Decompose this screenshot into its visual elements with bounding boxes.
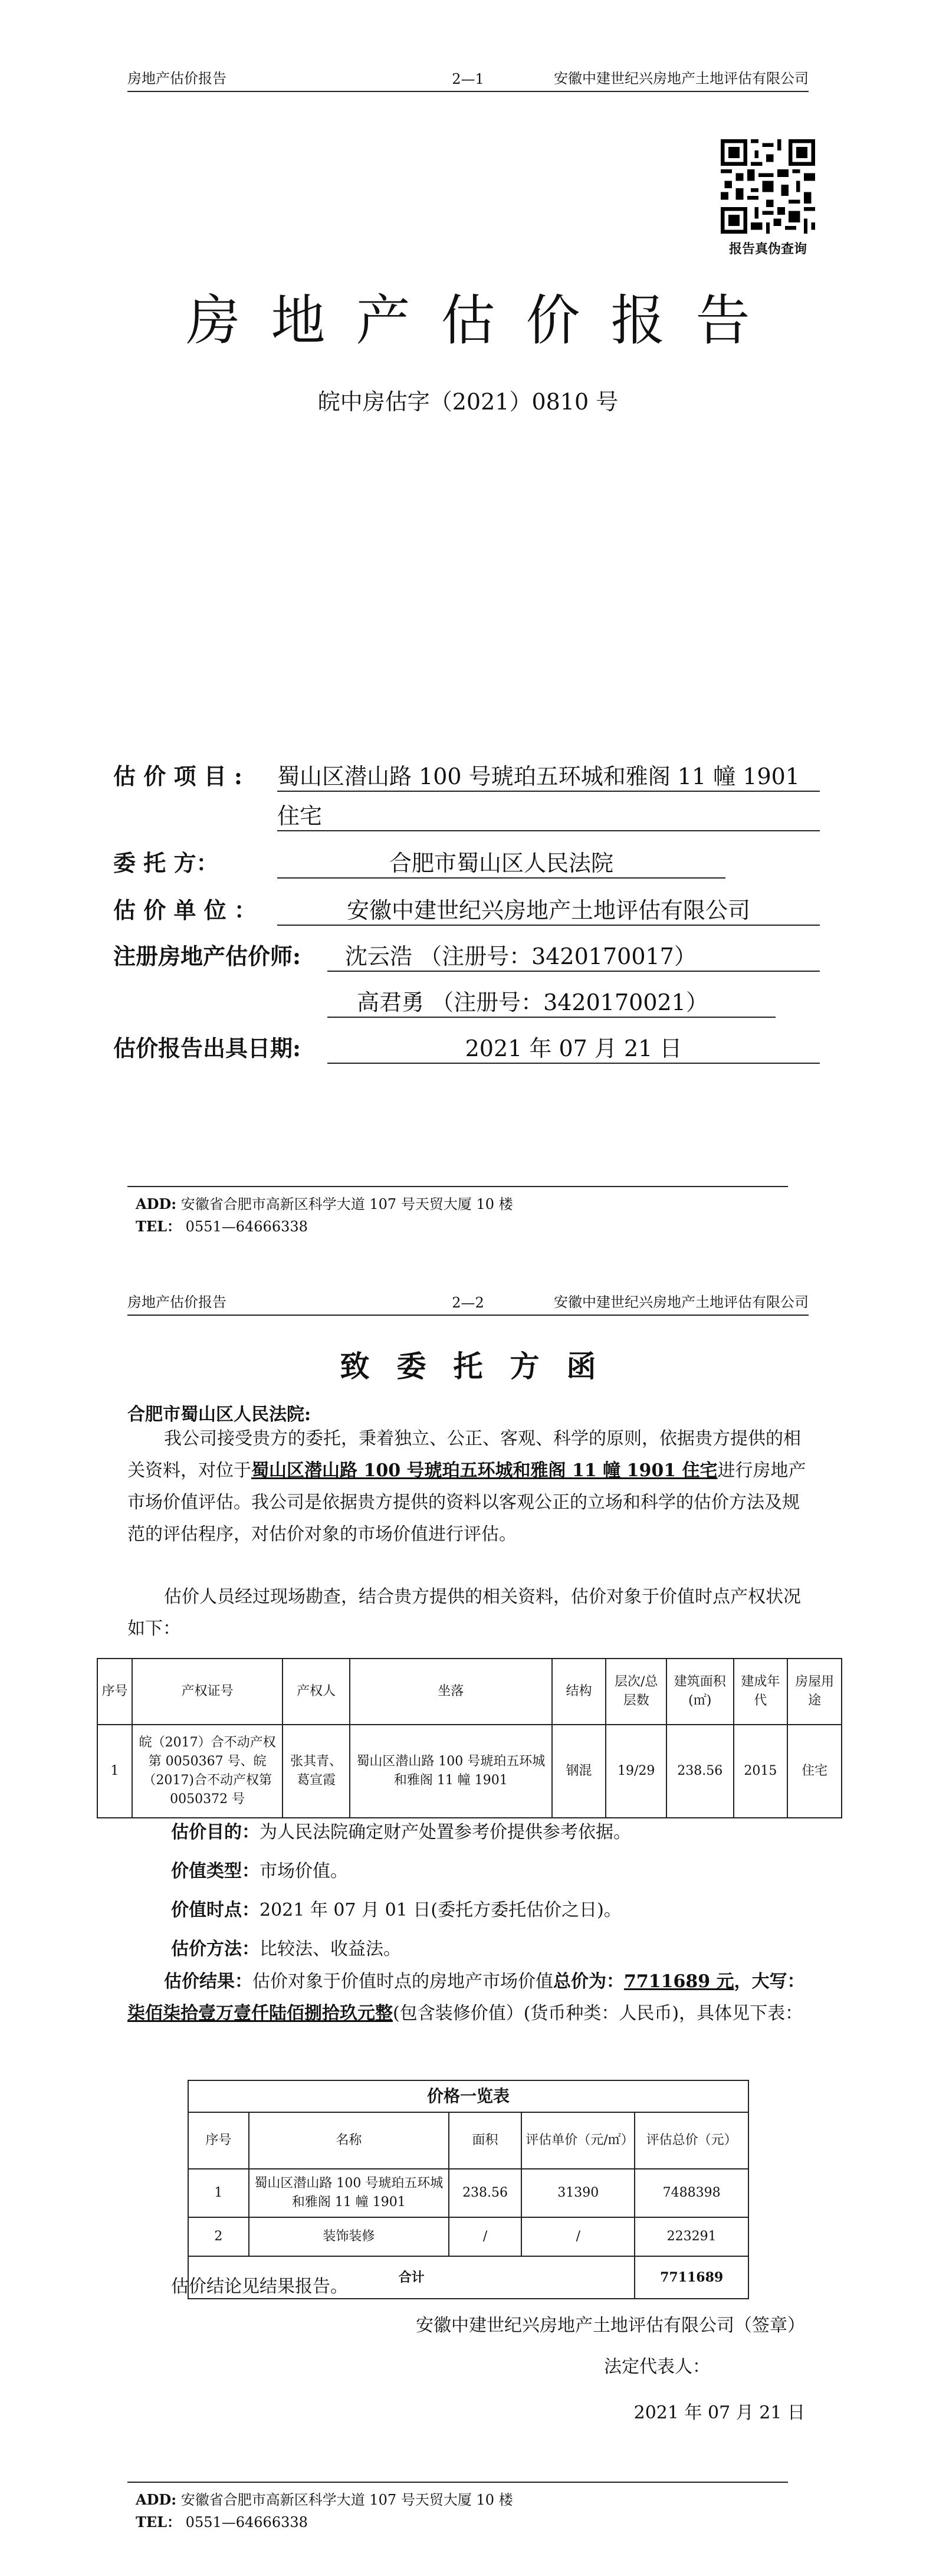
tel-text: 0551—64666338: [185, 1218, 308, 1235]
value-type-text: 市场价值。: [260, 1861, 348, 1882]
method-line: [171, 1934, 401, 1960]
date-label: 估价报告出具日期:: [113, 1035, 301, 1061]
page-header: [127, 70, 809, 92]
project-value-1: 蜀山区潜山路 100 号琥珀五环城和雅阁 11 幢 1901: [277, 758, 820, 792]
price-table: [188, 2080, 749, 2299]
addr-text: 安徽省合肥市高新区科学大道 107 号天贸大厦 10 楼: [180, 1196, 513, 1212]
client-label: 委 托 方：: [113, 850, 219, 876]
td-structure: 钢混: [552, 1725, 606, 1818]
th-unit-price: 评估单价（元/㎡）: [521, 2112, 635, 2169]
td-floor: 19/29: [606, 1725, 666, 1818]
td-year: 2015: [734, 1725, 788, 1818]
purpose-label: 估价目的：: [171, 1822, 260, 1843]
header-page-number: 2—2: [452, 1294, 484, 1311]
project-value-2: 住宅: [277, 798, 820, 831]
th-location: 坐落: [350, 1659, 552, 1725]
appraiser-label: 注册房地产估价师:: [113, 943, 301, 969]
purpose-line: [171, 1817, 631, 1843]
table-header-row: [97, 1659, 842, 1725]
company-signature: 安徽中建世纪兴房地产土地评估有限公司（签章）: [416, 2315, 805, 2336]
th-owner: 产权人: [283, 1659, 350, 1725]
td-name: 装饰装修: [249, 2217, 449, 2256]
result-amount: 7711689 元: [624, 1971, 734, 1992]
header-title: 房地产估价报告: [127, 70, 226, 87]
th-cert: 产权证号: [132, 1659, 283, 1725]
footer-divider: [127, 1186, 788, 1187]
appraiser-2: 高君勇 （注册号：3420170021）: [327, 984, 776, 1018]
document-number: 皖中房估字（2021）0810 号: [317, 389, 619, 415]
tel-text: 0551—64666338: [185, 2514, 308, 2531]
td-name: 蜀山区潜山路 100 号琥珀五环城和雅阁 11 幢 1901: [249, 2169, 449, 2217]
page-footer: [136, 2489, 513, 2534]
tel-label: TEL：: [136, 1218, 182, 1235]
result-upper: 柒佰柒拾壹万壹仟陆佰捌拾玖元整: [127, 2003, 393, 2024]
page-header: [127, 1293, 809, 1316]
value-time-label: 价值时点：: [171, 1900, 260, 1920]
tel-label: TEL：: [136, 2513, 182, 2531]
header-company: 安徽中建世纪兴房地产土地评估有限公司: [554, 1294, 809, 1310]
td-no: 2: [188, 2217, 249, 2256]
td-area: 238.56: [449, 2169, 521, 2217]
value-type-line: [171, 1856, 348, 1882]
th-year: 建成年代: [734, 1659, 788, 1725]
addr-text: 安徽省合肥市高新区科学大道 107 号天贸大厦 10 楼: [180, 2492, 513, 2508]
td-use: 住宅: [787, 1725, 842, 1818]
unit-label: 估 价 单 位 ：: [113, 897, 257, 923]
th-no: 序号: [188, 2112, 249, 2169]
appraiser-1: 沈云浩 （注册号：3420170017）: [327, 938, 820, 972]
page-footer: [136, 1193, 513, 1238]
unit-value: 安徽中建世纪兴房地产土地评估有限公司: [277, 892, 820, 926]
table-row: [97, 1725, 842, 1818]
intro-paragraph: [127, 1423, 815, 1551]
value-type-label: 价值类型：: [171, 1861, 260, 1882]
footer-divider: [127, 2482, 788, 2483]
td-owner: 张其青、葛宣霞: [283, 1725, 350, 1818]
th-structure: 结构: [552, 1659, 606, 1725]
addr-label: ADD:: [136, 1195, 177, 1212]
td-total-price: 223291: [635, 2217, 748, 2256]
letter-date: 2021 年 07 月 21 日: [633, 2403, 805, 2423]
property-address: 蜀山区潜山路 100 号琥珀五环城和雅阁 11 幢 1901 住宅: [251, 1460, 718, 1481]
project-label: 估 价 项 目 :: [113, 763, 242, 789]
status-paragraph: [127, 1581, 815, 1645]
qr-code-icon[interactable]: [721, 139, 815, 234]
letter-page: [0, 1269, 936, 2576]
td-location: 蜀山区潜山路 100 号琥珀五环城和雅阁 11 幢 1901: [350, 1725, 552, 1818]
date-value: 2021 年 07 月 21 日: [327, 1030, 820, 1064]
intro-c: 进行房地产市场价值评估。我公司是依据贵方提供的资料以客观公正的立场和科学的估价方法及规范的评估程序，对估价对象的市场价值进行评估。: [127, 1460, 806, 1545]
status-text: 估价人员经过现场勘查，结合贵方提供的相关资料，估价对象于价值时点产权状况如下：: [127, 1587, 801, 1639]
th-use: 房屋用途: [787, 1659, 842, 1725]
intro-a: 我公司接受贵方的委托，秉着独立、公正、客观、科学的原则，依据贵方提供的相关资料，对位于: [127, 1428, 801, 1481]
result-a: 估价对象于价值时点的房地产市场价值: [252, 1971, 553, 1992]
td-unit-price: 31390: [521, 2169, 635, 2217]
td-area: 238.56: [666, 1725, 734, 1818]
result-c: ，大写：: [734, 1971, 805, 1992]
addr-label: ADD:: [136, 2491, 177, 2508]
total-label: 合计: [188, 2256, 635, 2299]
td-area: /: [449, 2217, 521, 2256]
value-time-text: 2021 年 07 月 01 日(委托方委托估价之日)。: [260, 1900, 622, 1920]
th-no: 序号: [97, 1659, 132, 1725]
qr-caption: 报告真伪查询: [728, 241, 807, 257]
total-value: 7711689: [635, 2256, 748, 2299]
td-total-price: 7488398: [635, 2169, 748, 2217]
report-cover-page: [0, 0, 936, 1269]
result-d: (包含装修价值）(货币种类：人民币)，具体见下表：: [393, 2003, 803, 2024]
method-text: 比较法、收益法。: [260, 1939, 401, 1959]
th-floor: 层次/总层数: [606, 1659, 666, 1725]
property-table: [97, 1658, 842, 1818]
td-no: 1: [188, 2169, 249, 2217]
header-company: 安徽中建世纪兴房地产土地评估有限公司: [554, 70, 809, 87]
table-row: [188, 2169, 748, 2217]
table-row: [188, 2217, 748, 2256]
table-header-row: [188, 2112, 748, 2169]
th-total-price: 评估总价（元）: [635, 2112, 748, 2169]
value-time-line: [171, 1895, 622, 1921]
letter-title: 致委托方函: [340, 1349, 623, 1384]
salutation: 合肥市蜀山区人民法院:: [127, 1404, 311, 1425]
td-unit-price: /: [521, 2217, 635, 2256]
result-b: 总价为：: [553, 1971, 624, 1992]
td-no: 1: [97, 1725, 132, 1818]
th-area: 建筑面积(㎡): [666, 1659, 734, 1725]
report-title: 房地产估价报告: [186, 289, 781, 352]
purpose-text: 为人民法院确定财产处置参考价提供参考依据。: [260, 1822, 631, 1843]
legal-representative: 法定代表人：: [604, 2357, 710, 2377]
closing-line: 估价结论见结果报告。: [171, 2276, 348, 2297]
header-title: 房地产估价报告: [127, 1294, 226, 1310]
header-page-number: 2—1: [452, 71, 484, 87]
result-paragraph: [127, 1966, 815, 2030]
client-value: 合肥市蜀山区人民法院: [277, 845, 725, 879]
th-area: 面积: [449, 2112, 521, 2169]
method-label: 估价方法：: [171, 1939, 260, 1959]
price-table-caption: 价格一览表: [188, 2080, 748, 2112]
result-label: 估价结果：: [164, 1971, 252, 1992]
th-name: 名称: [249, 2112, 449, 2169]
td-cert: 皖（2017）合不动产权第 0050367 号、皖（2017)合不动产权第 0050372 号: [132, 1725, 283, 1818]
